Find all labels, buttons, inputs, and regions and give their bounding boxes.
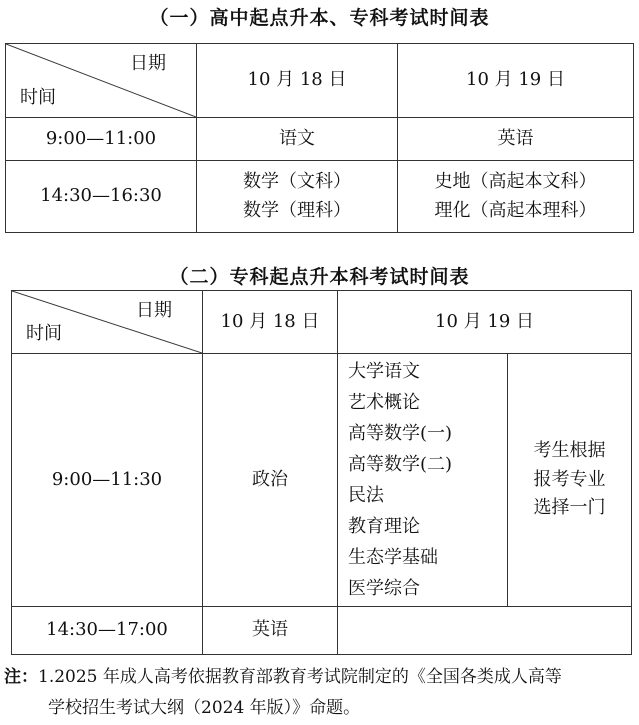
subject-item: 数学（理科） [243, 199, 351, 221]
table1-row1-date2: 英语 [398, 118, 634, 161]
table1-row2-date2 [398, 161, 634, 233]
table1-row1-date1: 语文 [197, 118, 398, 161]
table2-title: （二）专科起点升本科考试时间表 [169, 266, 470, 288]
subject-item: 教育理论 [348, 516, 420, 537]
subject-item: 民法 [348, 485, 384, 506]
note-line: 报考专业 [533, 468, 606, 490]
subject-item: 高等数学(一) [348, 423, 453, 444]
table2-row1-note [508, 354, 632, 607]
subject-item: 大学语文 [348, 361, 420, 382]
table1-row1-time: 9:00—11:00 [6, 118, 197, 161]
table1-title: （一）高中起点升本、专科考试时间表 [149, 7, 490, 29]
table2-corner-cell [12, 291, 203, 354]
footnote-label: 注： [4, 667, 38, 687]
footnote-line2: 学校招生考试大纲（2024 年版）》命题。 [48, 698, 361, 718]
table2-row2-date2 [338, 607, 632, 655]
table2-row2-time: 14:30—17:00 [12, 607, 203, 655]
table1-row2-time: 14:30—16:30 [6, 161, 197, 233]
subject-item: 生态学基础 [348, 547, 438, 568]
corner-date-label: 日期 [136, 300, 172, 321]
footnote-line1: 1.2025 年成人高考依据教育部教育考试院制定的《全国各类成人高等 [38, 667, 562, 687]
corner-time-label: 时间 [20, 87, 56, 109]
subject-item: 高等数学(二) [348, 454, 453, 475]
subject-item: 艺术概论 [348, 392, 420, 413]
table2-row2-date1: 英语 [203, 607, 338, 655]
note-line: 考生根据 [533, 439, 606, 461]
table2-row1-subjects [338, 354, 508, 607]
table2-header-date1: 10 月 18 日 [203, 291, 338, 354]
corner-date-label: 日期 [130, 53, 166, 74]
table2-header-date2: 10 月 19 日 [338, 291, 632, 354]
table2 [11, 290, 632, 655]
footnote [4, 662, 634, 724]
table2-row1-time: 9:00—11:30 [12, 354, 203, 607]
table1-header-date1: 10 月 18 日 [197, 44, 398, 118]
table1-header-date2: 10 月 19 日 [398, 44, 634, 118]
table2-row1-date1: 政治 [203, 354, 338, 607]
table1-corner-cell [6, 44, 197, 118]
corner-time-label: 时间 [26, 323, 62, 345]
table1 [5, 43, 634, 233]
subject-item: 史地（高起本文科） [434, 170, 597, 192]
table1-row2-date1 [197, 161, 398, 233]
note-line: 选择一门 [533, 497, 606, 519]
subject-item: 理化（高起本理科） [434, 199, 597, 221]
subject-item: 数学（文科） [243, 170, 351, 192]
subject-item: 医学综合 [348, 578, 420, 599]
